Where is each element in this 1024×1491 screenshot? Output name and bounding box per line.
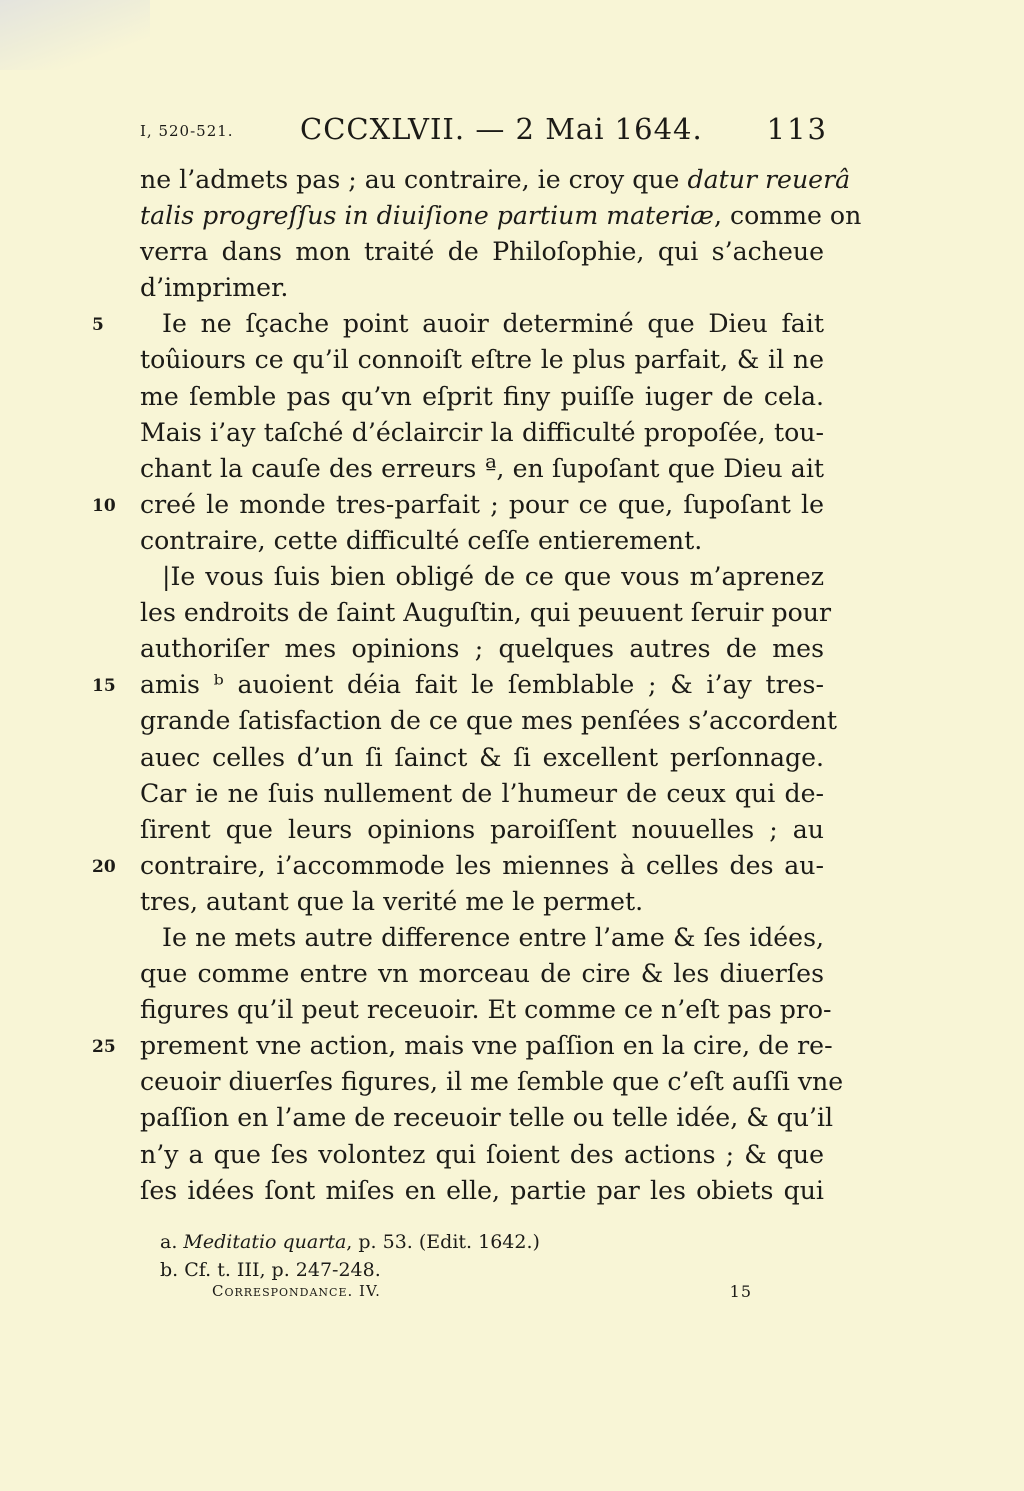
page-number: 113: [766, 112, 828, 146]
line-number: 25: [92, 1037, 116, 1058]
page-footer: [212, 1282, 752, 1306]
line-number: 15: [92, 676, 116, 697]
footnotes: [160, 1228, 824, 1284]
header-volume-reference: I, 520-521.: [140, 122, 234, 140]
text-line-segment: , comme on: [713, 201, 862, 231]
text-line: grande ſatisfaction de ce que mes penſées s’accordent: [140, 706, 837, 736]
text-line: |Ie vous ſuis bien obligé de ce que vous m’aprenez: [162, 562, 824, 592]
text-line: verra dans mon traité de Philoſophie, qui s’acheue: [140, 237, 824, 267]
text-line: [92, 306, 824, 342]
footnote-text: Cf. t. III, p. 247-248.: [184, 1259, 381, 1281]
line-number: 10: [92, 495, 116, 516]
text-line: auec celles d’un ſi ſainct & ſi excellent perſonnage.: [140, 742, 824, 772]
text-line: ſirent que leurs opinions paroiſſent nouuelles ; au: [140, 814, 824, 844]
footer-collection-title: Correspondance. IV.: [212, 1282, 381, 1300]
text-line: authoriſer mes opinions ; quelques autres de mes: [140, 634, 824, 664]
text-line-content: Ie ne ſçache point auoir determiné que Dieu fait: [162, 309, 824, 339]
signature-mark: 15: [729, 1282, 752, 1301]
text-line: [140, 162, 851, 198]
text-line: contraire, cette difficulté ceſſe entierement.: [140, 525, 703, 555]
text-line: [92, 487, 824, 523]
text-line: que comme entre vn morceau de cire & les diuerſes: [140, 959, 824, 989]
text-line: [92, 667, 824, 703]
text-line-content: creé le monde tres-parfait ; pour ce que, ſupoſant le: [140, 489, 824, 519]
text-line: d’imprimer.: [140, 273, 289, 303]
text-line: [92, 848, 824, 884]
text-line: figures qu’il peut receuoir. Et comme ce n’eſt pas pro-: [140, 995, 832, 1025]
italic-latin-phrase: datur reuerâ: [687, 165, 851, 194]
text-line: les endroits de ſaint Auguſtin, qui peuuent ſeruir pour: [140, 598, 832, 628]
text-line-segment: ne l’admets pas ; au contraire, ie croy que: [140, 165, 680, 194]
line-number: 20: [92, 856, 116, 877]
italic-latin-phrase: talis progreſſus in diuiſione partium materiæ: [140, 201, 714, 231]
text-line: me ſemble pas qu’vn eſprit finy puiſſe iuger de cela.: [140, 381, 824, 411]
text-line: ceuoir diuerſes figures, il me ſemble que c’eſt auſſi vne: [140, 1067, 844, 1097]
text-line-content: prement vne action, mais vne paſſion en la cire, de re-: [140, 1031, 833, 1061]
text-line: [140, 198, 862, 234]
footnote-a: [160, 1228, 824, 1256]
footnote-text: , p. 53. (Edit. 1642.): [346, 1231, 540, 1253]
running-header: [140, 112, 828, 152]
text-line: chant la cauſe des erreurs ª, en ſupoſant que Dieu ait: [140, 453, 824, 483]
text-line: Mais i’ay taſché d’éclaircir la difficulté propoſée, tou-: [140, 417, 824, 447]
text-line: toûiours ce qu’il connoiſt eſtre le plus parfait, & il ne: [140, 345, 824, 375]
text-line: tres, autant que la verité me le permet.: [140, 886, 644, 916]
header-letter-title: CCCXLVII. — 2 Mai 1644.: [300, 112, 703, 146]
text-line: Car ie ne ſuis nullement de l’humeur de ceux qui de-: [140, 778, 824, 808]
text-line-content: contraire, i’accommode les miennes à celles des au-: [140, 850, 824, 880]
page-corner-shadow: [0, 0, 150, 70]
line-number: 5: [92, 315, 104, 336]
text-line-content: amis ᵇ auoient déia fait le ſemblable ; & i’ay tres-: [140, 670, 824, 700]
footnote-label: b.: [160, 1259, 179, 1281]
footnote-b: [160, 1256, 824, 1284]
letter-body: [92, 162, 862, 1209]
text-line: paſſion en l’ame de receuoir telle ou telle idée, & qu’il: [140, 1103, 834, 1133]
footnote-label: a.: [160, 1231, 178, 1253]
text-line: n’y a que ſes volontez qui ſoient des actions ; & que: [140, 1139, 824, 1169]
text-line: ſes idées ſont miſes en elle, partie par les obiets qui: [140, 1175, 824, 1205]
text-line: [92, 1028, 833, 1064]
footnote-title: Meditatio quarta: [183, 1231, 347, 1253]
text-line: Ie ne mets autre difference entre l’ame & ſes idées,: [162, 922, 824, 952]
